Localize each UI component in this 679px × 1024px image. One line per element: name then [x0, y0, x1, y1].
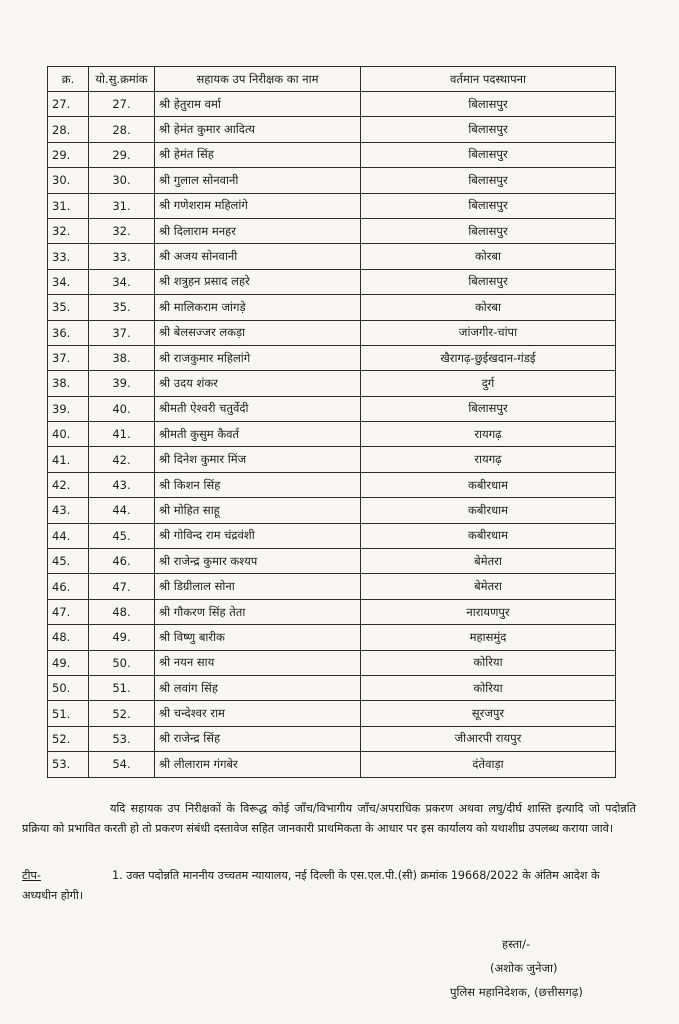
signature-name: (अशोक जुनेजा): [490, 961, 558, 975]
cell-serial: 42.: [48, 472, 89, 497]
cell-eligibility-number: 49.: [89, 625, 155, 650]
cell-officer-name: श्री राजेन्द्र कुमार कश्यप: [155, 549, 361, 574]
cell-current-posting: कोरबा: [361, 244, 616, 269]
cell-current-posting: जांजगीर-चांपा: [361, 320, 616, 345]
table-row: [48, 472, 616, 497]
cell-officer-name: श्री हेमंत सिंह: [155, 142, 361, 167]
cell-officer-name: श्री लवांग सिंह: [155, 675, 361, 700]
cell-current-posting: दुर्ग: [361, 371, 616, 396]
cell-eligibility-number: 29.: [89, 142, 155, 167]
cell-eligibility-number: 52.: [89, 701, 155, 726]
table-row: [48, 142, 616, 167]
cell-eligibility-number: 39.: [89, 371, 155, 396]
cell-officer-name: श्री हेमंत कुमार आदित्य: [155, 117, 361, 142]
cell-current-posting: कोरिया: [361, 675, 616, 700]
cell-serial: 46.: [48, 574, 89, 599]
table-row: [48, 371, 616, 396]
cell-serial: 31.: [48, 193, 89, 218]
cell-eligibility-number: 38.: [89, 345, 155, 370]
cell-eligibility-number: 33.: [89, 244, 155, 269]
cell-current-posting: बिलासपुर: [361, 269, 616, 294]
cell-officer-name: श्री गौकरण सिंह तेता: [155, 599, 361, 624]
header-eligibility-number: यो.सु.क्रमांक: [89, 67, 155, 92]
cell-eligibility-number: 45.: [89, 523, 155, 548]
table-row: [48, 726, 616, 751]
cell-current-posting: दंतेवाड़ा: [361, 752, 616, 777]
cell-current-posting: कबीरधाम: [361, 498, 616, 523]
table-row: [48, 193, 616, 218]
cell-officer-name: श्री मालिकराम जांगड़े: [155, 295, 361, 320]
table-row: [48, 625, 616, 650]
cell-officer-name: श्री किशन सिंह: [155, 472, 361, 497]
cell-current-posting: नारायणपुर: [361, 599, 616, 624]
cell-serial: 43.: [48, 498, 89, 523]
cell-current-posting: बिलासपुर: [361, 396, 616, 421]
cell-serial: 38.: [48, 371, 89, 396]
cell-eligibility-number: 46.: [89, 549, 155, 574]
cell-officer-name: श्री दिलाराम मनहर: [155, 218, 361, 243]
table-row: [48, 117, 616, 142]
cell-officer-name: श्री उदय शंकर: [155, 371, 361, 396]
instruction-paragraph: [22, 799, 636, 839]
cell-officer-name: श्री डिग्रीलाल सोना: [155, 574, 361, 599]
table-row: [48, 244, 616, 269]
cell-eligibility-number: 44.: [89, 498, 155, 523]
cell-serial: 35.: [48, 295, 89, 320]
cell-officer-name: श्री शत्रुहन प्रसाद लहरे: [155, 269, 361, 294]
cell-serial: 39.: [48, 396, 89, 421]
instruction-text: यदि सहायक उप निरीक्षकों के विरूद्ध कोई जाँच/विभागीय जाँच/अपराधिक प्रकरण अथवा लघु/दीर्घ शास्ति इत्यादि जो पदोन्नति प्रक्रिया को प्रभावित करती हो तो प्रकरण संबंधी दस्तावेज सहित जानकारी प्राथमिकता के आधार पर इस कार्यालय को यथाशीघ्र उपलब्ध कराया जावे।: [22, 802, 636, 835]
cell-eligibility-number: 37.: [89, 320, 155, 345]
cell-eligibility-number: 31.: [89, 193, 155, 218]
cell-eligibility-number: 47.: [89, 574, 155, 599]
cell-serial: 50.: [48, 675, 89, 700]
cell-current-posting: बिलासपुर: [361, 142, 616, 167]
cell-serial: 53.: [48, 752, 89, 777]
cell-serial: 47.: [48, 599, 89, 624]
cell-officer-name: श्री हेतुराम वर्मा: [155, 92, 361, 117]
cell-eligibility-number: 54.: [89, 752, 155, 777]
table-row: [48, 599, 616, 624]
cell-current-posting: महासमुंद: [361, 625, 616, 650]
table-row: [48, 320, 616, 345]
cell-eligibility-number: 51.: [89, 675, 155, 700]
signature-signed: हस्ता/-: [502, 937, 531, 951]
cell-eligibility-number: 27.: [89, 92, 155, 117]
cell-eligibility-number: 50.: [89, 650, 155, 675]
cell-serial: 51.: [48, 701, 89, 726]
cell-eligibility-number: 35.: [89, 295, 155, 320]
cell-current-posting: खैरागढ़-छुईखदान-गंडई: [361, 345, 616, 370]
cell-current-posting: कोरिया: [361, 650, 616, 675]
cell-eligibility-number: 41.: [89, 422, 155, 447]
header-officer-name: सहायक उप निरीक्षक का नाम: [155, 67, 361, 92]
header-current-posting: वर्तमान पदस्थापना: [361, 67, 616, 92]
table-row: [48, 549, 616, 574]
cell-current-posting: कोरबा: [361, 295, 616, 320]
cell-serial: 32.: [48, 218, 89, 243]
header-serial: क्र.: [48, 67, 89, 92]
cell-serial: 27.: [48, 92, 89, 117]
cell-serial: 37.: [48, 345, 89, 370]
cell-eligibility-number: 43.: [89, 472, 155, 497]
table-row: [48, 650, 616, 675]
cell-officer-name: श्री गणेशराम महिलांगे: [155, 193, 361, 218]
table-row: [48, 345, 616, 370]
cell-current-posting: बिलासपुर: [361, 117, 616, 142]
cell-eligibility-number: 48.: [89, 599, 155, 624]
cell-serial: 34.: [48, 269, 89, 294]
cell-serial: 41.: [48, 447, 89, 472]
cell-current-posting: बिलासपुर: [361, 218, 616, 243]
cell-eligibility-number: 30.: [89, 168, 155, 193]
cell-officer-name: श्रीमती कुसुम कैवर्त: [155, 422, 361, 447]
table-row: [48, 269, 616, 294]
cell-current-posting: कबीरधाम: [361, 472, 616, 497]
cell-officer-name: श्रीमती ऐश्वरी चतुर्वेदी: [155, 396, 361, 421]
cell-current-posting: बेमेतरा: [361, 549, 616, 574]
cell-officer-name: श्री गुलाल सोनवानी: [155, 168, 361, 193]
cell-current-posting: बिलासपुर: [361, 168, 616, 193]
cell-current-posting: बिलासपुर: [361, 92, 616, 117]
table-row: [48, 218, 616, 243]
cell-officer-name: श्री राजकुमार महिलांगे: [155, 345, 361, 370]
cell-eligibility-number: 53.: [89, 726, 155, 751]
table-row: [48, 447, 616, 472]
cell-current-posting: कबीरधाम: [361, 523, 616, 548]
cell-current-posting: जीआरपी रायपुर: [361, 726, 616, 751]
table-row: [48, 396, 616, 421]
cell-officer-name: श्री बेलसज्जर लकड़ा: [155, 320, 361, 345]
cell-serial: 30.: [48, 168, 89, 193]
cell-officer-name: श्री चन्देश्वर राम: [155, 701, 361, 726]
table-row: [48, 523, 616, 548]
cell-serial: 45.: [48, 549, 89, 574]
cell-serial: 52.: [48, 726, 89, 751]
cell-officer-name: श्री लीलाराम गंगबेर: [155, 752, 361, 777]
table-row: [48, 752, 616, 777]
cell-officer-name: श्री राजेन्द्र सिंह: [155, 726, 361, 751]
cell-officer-name: श्री मोहित साहू: [155, 498, 361, 523]
cell-serial: 33.: [48, 244, 89, 269]
cell-eligibility-number: 28.: [89, 117, 155, 142]
signature-block: [450, 932, 650, 1004]
cell-current-posting: रायगढ़: [361, 422, 616, 447]
cell-current-posting: बिलासपुर: [361, 193, 616, 218]
table-row: [48, 168, 616, 193]
table-row: [48, 574, 616, 599]
table-row: [48, 675, 616, 700]
table-row: [48, 92, 616, 117]
cell-serial: 49.: [48, 650, 89, 675]
cell-officer-name: श्री अजय सोनवानी: [155, 244, 361, 269]
cell-officer-name: श्री नयन साय: [155, 650, 361, 675]
cell-current-posting: सूरजपुर: [361, 701, 616, 726]
cell-officer-name: श्री दिनेश कुमार मिंज: [155, 447, 361, 472]
cell-serial: 44.: [48, 523, 89, 548]
table-row: [48, 498, 616, 523]
cell-eligibility-number: 34.: [89, 269, 155, 294]
note-text: 1. उक्त पदोन्नति माननीय उच्चतम न्यायालय, नई दिल्ली के एस.एल.पी.(सी) क्रमांक 19668/2022 के अंतिम आदेश के अध्यधीन होगी।: [22, 869, 600, 902]
table-row: [48, 701, 616, 726]
cell-serial: 28.: [48, 117, 89, 142]
cell-eligibility-number: 40.: [89, 396, 155, 421]
cell-serial: 29.: [48, 142, 89, 167]
promotion-table: [47, 66, 616, 778]
cell-officer-name: श्री गोविन्द राम चंद्रवंशी: [155, 523, 361, 548]
cell-serial: 40.: [48, 422, 89, 447]
cell-serial: 36.: [48, 320, 89, 345]
cell-serial: 48.: [48, 625, 89, 650]
table-row: [48, 295, 616, 320]
cell-current-posting: बेमेतरा: [361, 574, 616, 599]
table-header-row: [48, 67, 616, 92]
note-block: [22, 866, 636, 906]
table-row: [48, 422, 616, 447]
note-label: टीप-: [22, 869, 41, 882]
cell-officer-name: श्री विष्णु बारीक: [155, 625, 361, 650]
cell-eligibility-number: 42.: [89, 447, 155, 472]
cell-eligibility-number: 32.: [89, 218, 155, 243]
cell-current-posting: रायगढ़: [361, 447, 616, 472]
signature-designation: पुलिस महानिदेशक, (छत्तीसगढ़): [450, 985, 583, 999]
